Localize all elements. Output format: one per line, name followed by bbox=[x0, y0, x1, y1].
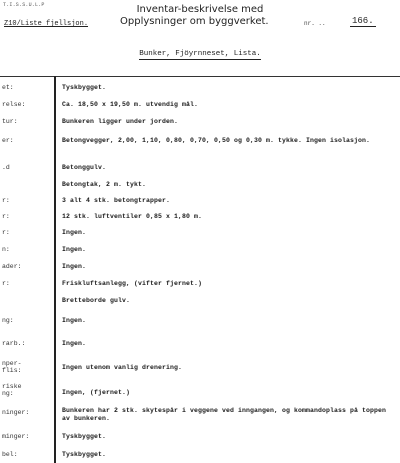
row-label: r: bbox=[2, 280, 10, 287]
row-value: Tyskbygget. bbox=[62, 433, 107, 440]
row-value: Ingen utenom vanlig drenering. bbox=[62, 364, 183, 371]
row-value: Ingen. bbox=[62, 229, 87, 236]
row-value: Friskluftsanlegg, (vifter fjernet.) bbox=[62, 280, 203, 287]
row-value: Betongvegger, 2,00, 1,10, 0,80, 0,70, 0,50 og 0,30 m. tykke. Ingen isolasjon. bbox=[62, 137, 371, 144]
row-value: Betonggulv. bbox=[62, 164, 107, 171]
column-divider bbox=[54, 76, 56, 463]
row-value: Bunkeren ligger under jorden. bbox=[62, 118, 179, 125]
row-label: .d bbox=[2, 164, 10, 171]
row-label: r: bbox=[2, 197, 10, 204]
row-value: Ingen. bbox=[62, 246, 87, 253]
form-left-label: Z10/Liste fjellsjon. bbox=[4, 20, 89, 28]
row-value: Ingen. bbox=[62, 263, 87, 270]
number-value: 166. bbox=[352, 16, 374, 26]
row-label: bel: bbox=[2, 451, 18, 458]
form-subtitle: Opplysninger om byggverket. bbox=[120, 16, 269, 27]
row-value: Ingen. bbox=[62, 340, 87, 347]
row-label: r: bbox=[2, 229, 10, 236]
row-label: er: bbox=[2, 137, 14, 144]
row-value: Betongtak, 2 m. tykt. bbox=[62, 181, 147, 188]
document-heading: Bunker, Fjöyrnneset, Lista. bbox=[139, 50, 261, 58]
row-value: Ingen, (fjernet.) bbox=[62, 389, 131, 396]
row-label: rarb.: bbox=[2, 340, 26, 347]
row-label: et: bbox=[2, 84, 14, 91]
row-value: 12 stk. luftventiler 0,85 x 1,80 m. bbox=[62, 213, 203, 220]
row-label: minger: bbox=[2, 433, 30, 440]
row-value: Bretteborde gulv. bbox=[62, 297, 131, 304]
row-label: riske ng: bbox=[2, 383, 22, 397]
row-label: relse: bbox=[2, 101, 26, 108]
row-value: Tyskbygget. bbox=[62, 84, 107, 91]
row-label: ader: bbox=[2, 263, 22, 270]
row-value: Ingen. bbox=[62, 317, 87, 324]
row-label: nper- flis: bbox=[2, 360, 22, 374]
row-value: Bunkeren har 2 stk. skytespår i veggene ved inngangen, og kommandoplass på toppen av bunkeren. bbox=[62, 407, 387, 422]
row-label: ninger: bbox=[2, 409, 30, 416]
row-label: r: bbox=[2, 213, 10, 220]
row-value: 3 alt 4 stk. betongtrapper. bbox=[62, 197, 171, 204]
corner-mark: T.I.S.S.U.L.P bbox=[3, 2, 45, 8]
form-title: Inventar-beskrivelse med bbox=[136, 4, 264, 15]
number-label: nr. .. bbox=[304, 20, 326, 27]
row-label: ng: bbox=[2, 317, 14, 324]
top-rule bbox=[0, 76, 400, 77]
row-label: n: bbox=[2, 246, 10, 253]
row-value: Ca. 18,50 x 19,50 m. utvendig mål. bbox=[62, 101, 199, 108]
row-value: Tyskbygget. bbox=[62, 451, 107, 458]
row-label: tur: bbox=[2, 118, 18, 125]
